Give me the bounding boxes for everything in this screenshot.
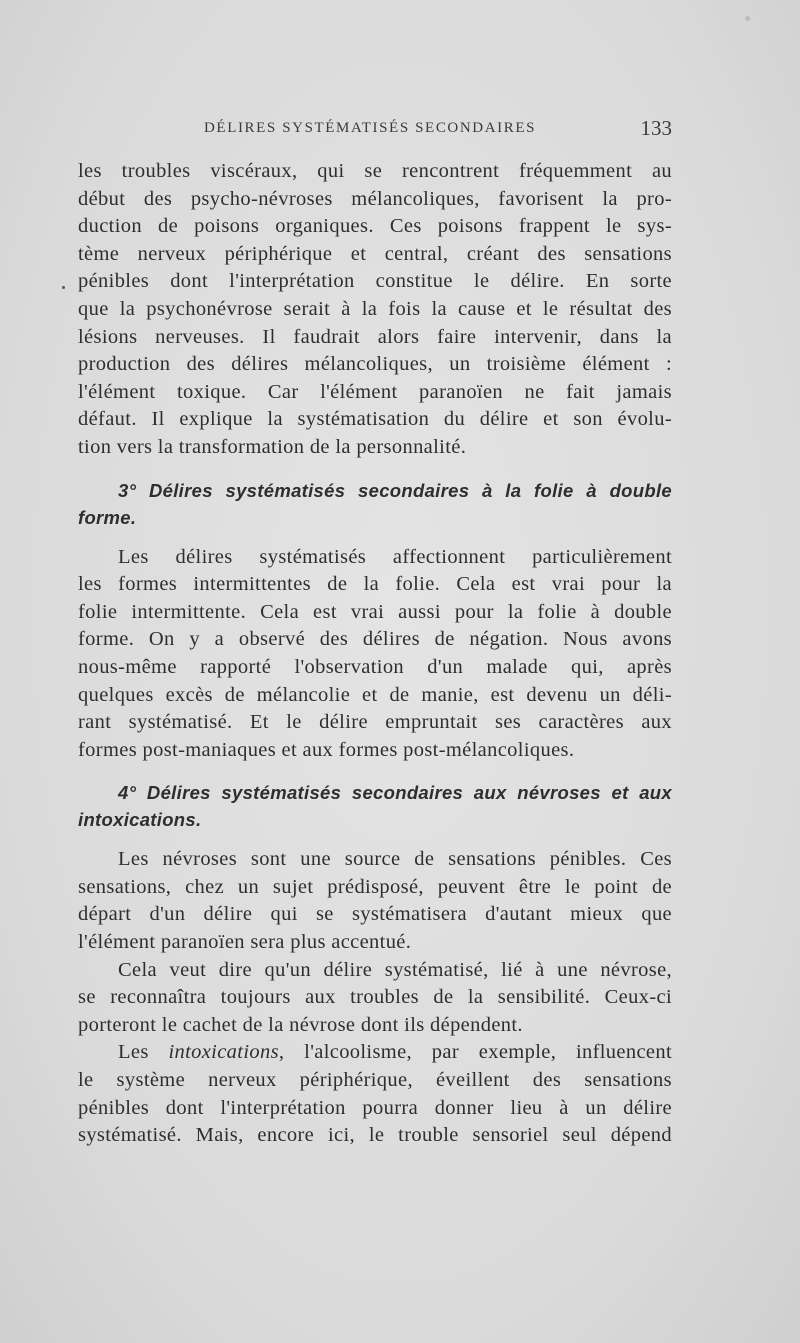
text-line: départ d'un délire qui se systématisera d'autant mieux que bbox=[78, 903, 672, 926]
italic-term: intoxications bbox=[168, 1041, 279, 1064]
text-line: porteront le cachet de la névrose dont ils dépendent. bbox=[78, 1013, 523, 1036]
body-text bbox=[78, 158, 672, 1150]
text-line: sensations, chez un sujet prédisposé, peuvent être le point de bbox=[78, 875, 672, 898]
section-4-paragraph-1 bbox=[78, 846, 672, 956]
heading-line: forme. bbox=[78, 506, 137, 528]
text-line: les formes intermittentes de la folie. Cela est vrai pour la bbox=[78, 573, 672, 596]
text-line: Cela veut dire qu'un délire systématisé, lié à une névrose, bbox=[118, 958, 672, 981]
text-line: rant systématisé. Et le délire empruntait ses caractères aux bbox=[78, 711, 672, 734]
page-number: 133 bbox=[640, 116, 672, 140]
heading-line: 3° Délires systématisés secondaires à la folie à double bbox=[118, 479, 672, 501]
text-line: pénibles dont l'interprétation constitue le délire. En sorte bbox=[78, 270, 672, 293]
text-line: systématisé. Mais, encore ici, le trouble sensoriel seul dépend bbox=[78, 1124, 672, 1147]
page-header bbox=[78, 116, 672, 146]
running-title: DÉLIRES SYSTÉMATISÉS SECONDAIRES bbox=[204, 120, 537, 136]
section-3-paragraph bbox=[78, 544, 672, 765]
text-line: pénibles dont l'interprétation pourra donner lieu à un délire bbox=[78, 1096, 672, 1119]
text-line: les troubles viscéraux, qui se rencontrent fréquemment au bbox=[78, 160, 672, 182]
text-line: l'élément toxique. Car l'élément paranoïen ne fait jamais bbox=[78, 380, 672, 403]
text-line: défaut. Il explique la systématisation du délire et son évolu- bbox=[78, 408, 672, 431]
text-line: l'élément paranoïen sera plus accentué. bbox=[78, 931, 412, 954]
text-line: tème nerveux périphérique et central, créant des sensations bbox=[78, 242, 672, 265]
text-line: formes post-maniaques et aux formes post-mélancoliques. bbox=[78, 738, 575, 761]
text-line: Les délires systématisés affectionnent particulièrement bbox=[118, 545, 672, 568]
text-line: que la psychonévrose serait à la fois la cause et le résultat des bbox=[78, 297, 672, 320]
text-line: forme. On y a observé des délires de négation. Nous avons bbox=[78, 628, 672, 651]
section-4-paragraph-2 bbox=[78, 957, 672, 1040]
text-line: le système nerveux périphérique, éveillent des sensations bbox=[78, 1069, 672, 1092]
text-run: , l'alcoolisme, par exemple, influencent bbox=[278, 1041, 672, 1064]
text-line: nous-même rapporté l'observation d'un malade qui, après bbox=[78, 655, 672, 678]
text-line: duction de poisons organiques. Ces poisons frappent le sys- bbox=[78, 215, 672, 238]
paragraph-continuation bbox=[78, 158, 672, 462]
section-3-heading bbox=[78, 477, 672, 531]
heading-line: 4° Délires systématisés secondaires aux névroses et aux bbox=[118, 782, 672, 804]
text-line: quelques excès de mélancolie et de manie, est devenu un déli- bbox=[78, 683, 672, 706]
text-line bbox=[78, 1039, 672, 1067]
section-4-paragraph-3 bbox=[78, 1039, 672, 1149]
text-line: folie intermittente. Cela est vrai aussi pour la folie à double bbox=[78, 600, 672, 623]
text-line: début des psycho-névroses mélancoliques, favorisent la pro- bbox=[78, 187, 672, 210]
text-line: Les névroses sont une source de sensations pénibles. Ces bbox=[118, 848, 672, 871]
paper-speck bbox=[745, 16, 750, 21]
text-line: se reconnaîtra toujours aux troubles de la sensibilité. Ceux-ci bbox=[78, 986, 672, 1009]
text-line: tion vers la transformation de la personnalité. bbox=[78, 435, 467, 458]
margin-mark bbox=[62, 286, 65, 289]
text-run: Les bbox=[118, 1041, 169, 1064]
section-4-heading bbox=[78, 779, 672, 833]
text-line: lésions nerveuses. Il faudrait alors faire intervenir, dans la bbox=[78, 325, 672, 348]
heading-line: intoxications. bbox=[78, 809, 202, 831]
text-line: production des délires mélancoliques, un troisième élément : bbox=[78, 353, 672, 376]
